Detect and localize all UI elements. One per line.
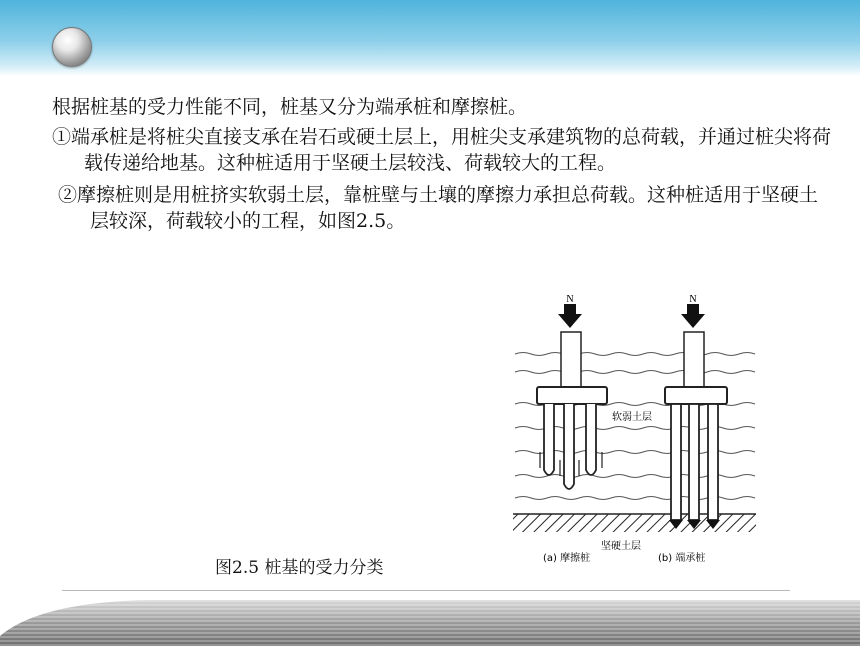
friction-pile-group — [537, 304, 607, 489]
end-bearing-pile-group — [665, 304, 727, 529]
decorative-orb-icon — [52, 27, 92, 67]
label-b: (b) 端承桩 — [658, 553, 706, 564]
footer-band — [0, 596, 860, 646]
intro-text: 根据桩基的受力性能不同，桩基又分为端承桩和摩擦桩。 — [52, 96, 528, 118]
header-band — [0, 0, 860, 76]
label-a: (a) 摩擦桩 — [543, 553, 591, 564]
footer-divider — [62, 590, 790, 591]
hard-soil-label: 坚硬土层 — [601, 541, 641, 552]
pile-classification-figure — [513, 292, 756, 570]
friction-pile-item: ②摩擦桩则是用桩挤实软弱土层，靠桩壁与土壤的摩擦力承担总荷载。这种桩适用于坚硬土层较深，荷载较小的工程，如图2.5。 — [58, 184, 819, 232]
load-label-right: N — [689, 294, 697, 305]
slide-body — [52, 94, 832, 240]
end-bearing-pile-item: ①端承桩是将桩尖直接支承在岩石或硬土层上，用桩尖支承建筑物的总荷载，并通过桩尖将荷载传递给地基。这种桩适用于坚硬土层较浅、荷载较大的工程。 — [52, 126, 832, 174]
hard-stratum — [513, 514, 756, 532]
load-label-left: N — [566, 294, 574, 305]
figure-caption: 图2.5 桩基的受力分类 — [215, 558, 384, 578]
soft-soil-label: 软弱土层 — [612, 412, 652, 423]
